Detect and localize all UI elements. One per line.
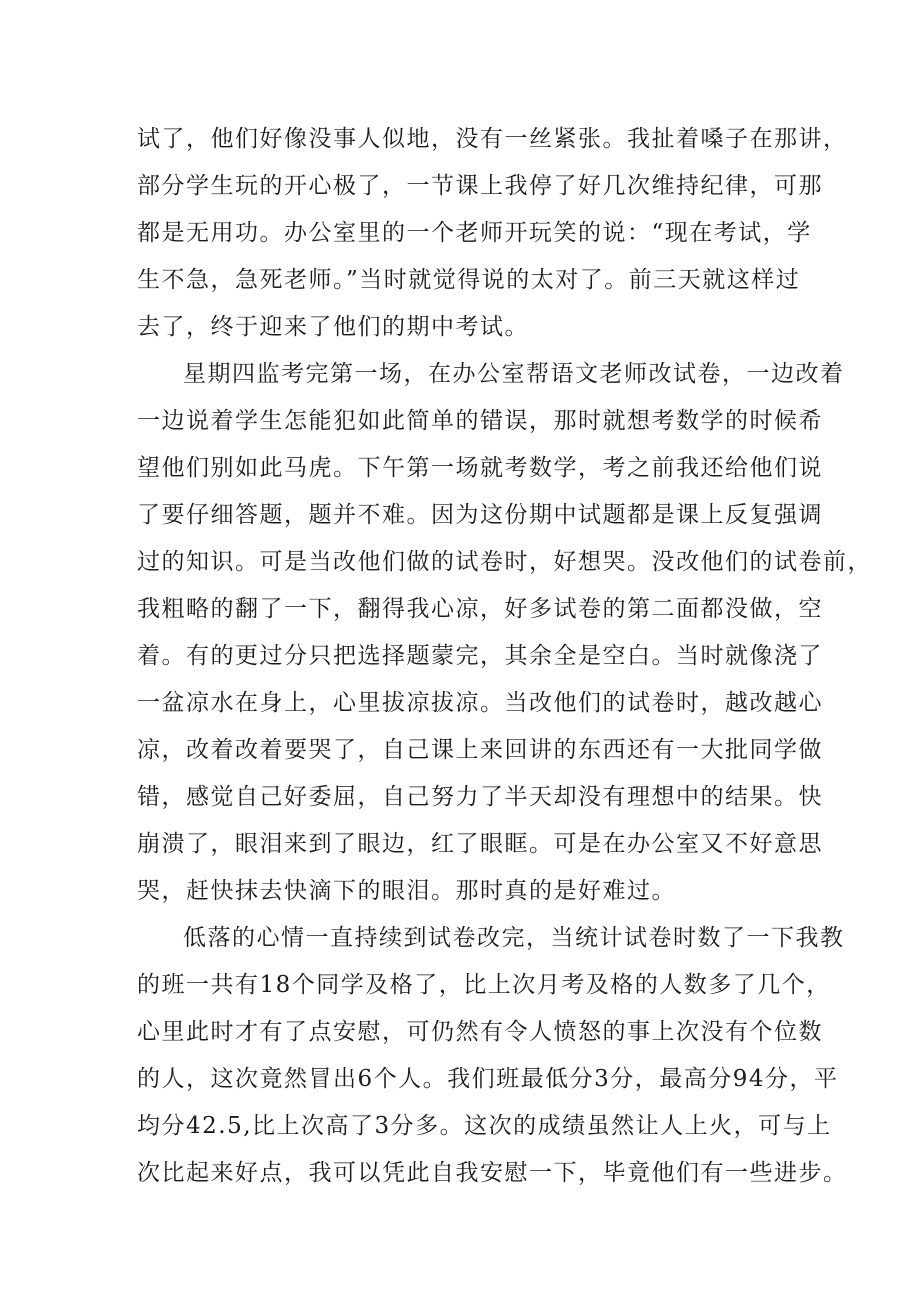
text-line: 哭，赶快抹去快滴下的眼泪。那时真的是好难过。 bbox=[137, 878, 676, 904]
text-line: 的班一共有18个同学及格了，比上次月考及格的人数多了几个， bbox=[137, 972, 831, 998]
text-line: 错，感觉自己好委屈，自己努力了半天却没有理想中的结果。快 bbox=[137, 784, 823, 810]
text-line: 凉，改着改着要哭了，自己课上来回讲的东西还有一大批同学做 bbox=[137, 737, 823, 763]
text-line: 去了，终于迎来了他们的期中考试。 bbox=[137, 314, 529, 340]
text-line: 过的知识。可是当改他们做的试卷时，好想哭。没改他们的试卷前， bbox=[137, 549, 872, 575]
text-line: 心里此时才有了点安慰，可仍然有令人愤怒的事上次没有个位数 bbox=[137, 1019, 823, 1045]
text-line: 生不急，急死老师。”当时就觉得说的太对了。前三天就这样过 bbox=[137, 267, 801, 293]
text-line: 均分42.5,比上次高了3分多。这次的成绩虽然让人上火，可与上 bbox=[137, 1113, 832, 1139]
text-line: 一边说着学生怎能犯如此简单的错误，那时就想考数学的时候希 bbox=[137, 408, 823, 434]
text-line: 一盆凉水在身上，心里拔凉拔凉。当改他们的试卷时，越改越心 bbox=[137, 690, 823, 716]
text-line: 部分学生玩的开心极了，一节课上我停了好几次维持纪律，可那 bbox=[137, 173, 823, 199]
text-line: 我粗略的翻了一下，翻得我心凉，好多试卷的第二面都没做，空 bbox=[137, 596, 823, 622]
text-line: 望他们别如此马虎。下午第一场就考数学，考之前我还给他们说 bbox=[137, 455, 823, 481]
paragraph-first-line: 低落的心情一直持续到试卷改完，当统计试卷时数了一下我教 bbox=[183, 925, 845, 951]
text-line: 了要仔细答题，题并不难。因为这份期中试题都是课上反复强调 bbox=[137, 502, 823, 528]
text-line: 着。有的更过分只把选择题蒙完，其余全是空白。当时就像浇了 bbox=[137, 643, 823, 669]
paragraph-first-line: 星期四监考完第一场，在办公室帮语文老师改试卷，一边改着 bbox=[183, 361, 845, 387]
document-body bbox=[137, 116, 872, 1197]
text-line: 的人，这次竟然冒出6个人。我们班最低分3分，最高分94分，平 bbox=[137, 1066, 839, 1092]
text-line: 试了，他们好像没事人似地，没有一丝紧张。我扯着嗓子在那讲， bbox=[137, 126, 848, 152]
text-line: 次比起来好点，我可以凭此自我安慰一下，毕竟他们有一些进步。 bbox=[137, 1160, 848, 1186]
text-line: 都是无用功。办公室里的一个老师开玩笑的说：“现在考试，学 bbox=[137, 220, 812, 246]
text-line: 崩溃了，眼泪来到了眼边，红了眼眶。可是在办公室又不好意思 bbox=[137, 831, 823, 857]
